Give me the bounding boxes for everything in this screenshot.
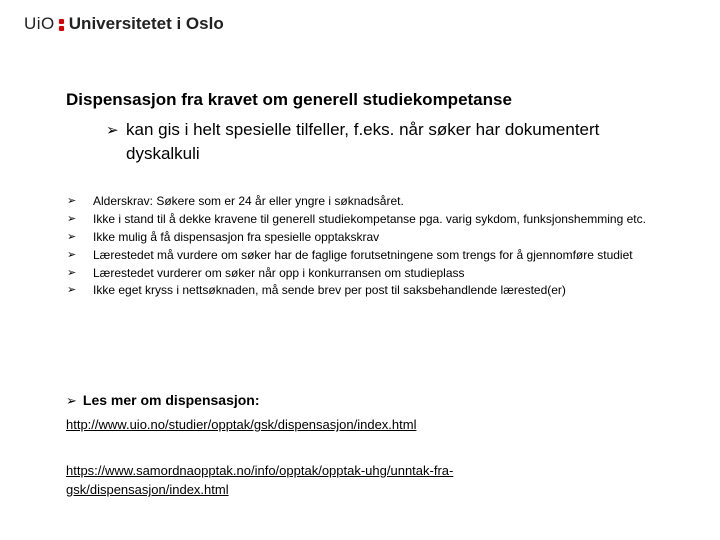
- arrow-right-bullet-icon: ➢: [66, 394, 77, 409]
- list-item: [66, 212, 666, 227]
- logo-seal-icon: [59, 17, 64, 31]
- list-item-text: Lærestedet må vurdere om søker har de faglige forutsetningene som trengs for å gjennomføre studiet: [93, 247, 633, 262]
- list-item-text: Ikke mulig å få dispensasjon fra spesielle opptakskrav: [93, 229, 380, 244]
- subpoint: [106, 118, 606, 166]
- list-item: [66, 194, 666, 209]
- read-more-text: Les mer om dispensasjon:: [82, 392, 260, 408]
- list-item: [66, 230, 666, 245]
- arrow-right-bullet-icon: ➢: [67, 194, 77, 207]
- logo-name: Universitetet i Oslo: [68, 14, 224, 33]
- subpoint-text: kan gis i helt spesielle tilfeller, f.eks. når søker har dokumentert dyskalkuli: [126, 120, 600, 163]
- arrow-right-bullet-icon: ➢: [67, 211, 77, 225]
- arrow-right-bullet-icon: ➢: [106, 121, 119, 139]
- slide-title: Dispensasjon fra kravet om generell studiekompetanse: [66, 90, 512, 109]
- list-item: [66, 266, 666, 281]
- read-more-heading: [66, 392, 260, 409]
- list-item-text: Ikke i stand til å dekke kravene til generell studiekompetanse pga. varig sykdom, funksjonshemming etc.: [93, 211, 646, 226]
- uio-logo: [24, 14, 224, 34]
- arrow-right-bullet-icon: ➢: [67, 229, 77, 243]
- bullet-list: [66, 194, 666, 301]
- samordna-opptak-dispensation-link[interactable]: https://www.samordnaopptak.no/info/opptak/opptak-uhg/unntak-fra-gsk/dispensasjon/index.html: [66, 463, 454, 497]
- arrow-right-bullet-icon: ➢: [67, 265, 77, 279]
- list-item-text: Alderskrav: Søkere som er 24 år eller yngre i søknadsåret.: [93, 194, 404, 208]
- list-item-text: Lærestedet vurderer om søker når opp i konkurransen om studieplass: [93, 265, 465, 280]
- uio-dispensation-link[interactable]: http://www.uio.no/studier/opptak/gsk/dispensasjon/index.html: [66, 417, 417, 432]
- arrow-right-bullet-icon: ➢: [67, 283, 77, 297]
- list-item: [66, 248, 666, 263]
- list-item: [66, 283, 666, 298]
- list-item-text: Ikke eget kryss i nettsøknaden, må sende brev per post til saksbehandlende lærested(er): [93, 283, 566, 298]
- logo-mark: UiO: [24, 14, 55, 33]
- arrow-right-bullet-icon: ➢: [67, 247, 77, 261]
